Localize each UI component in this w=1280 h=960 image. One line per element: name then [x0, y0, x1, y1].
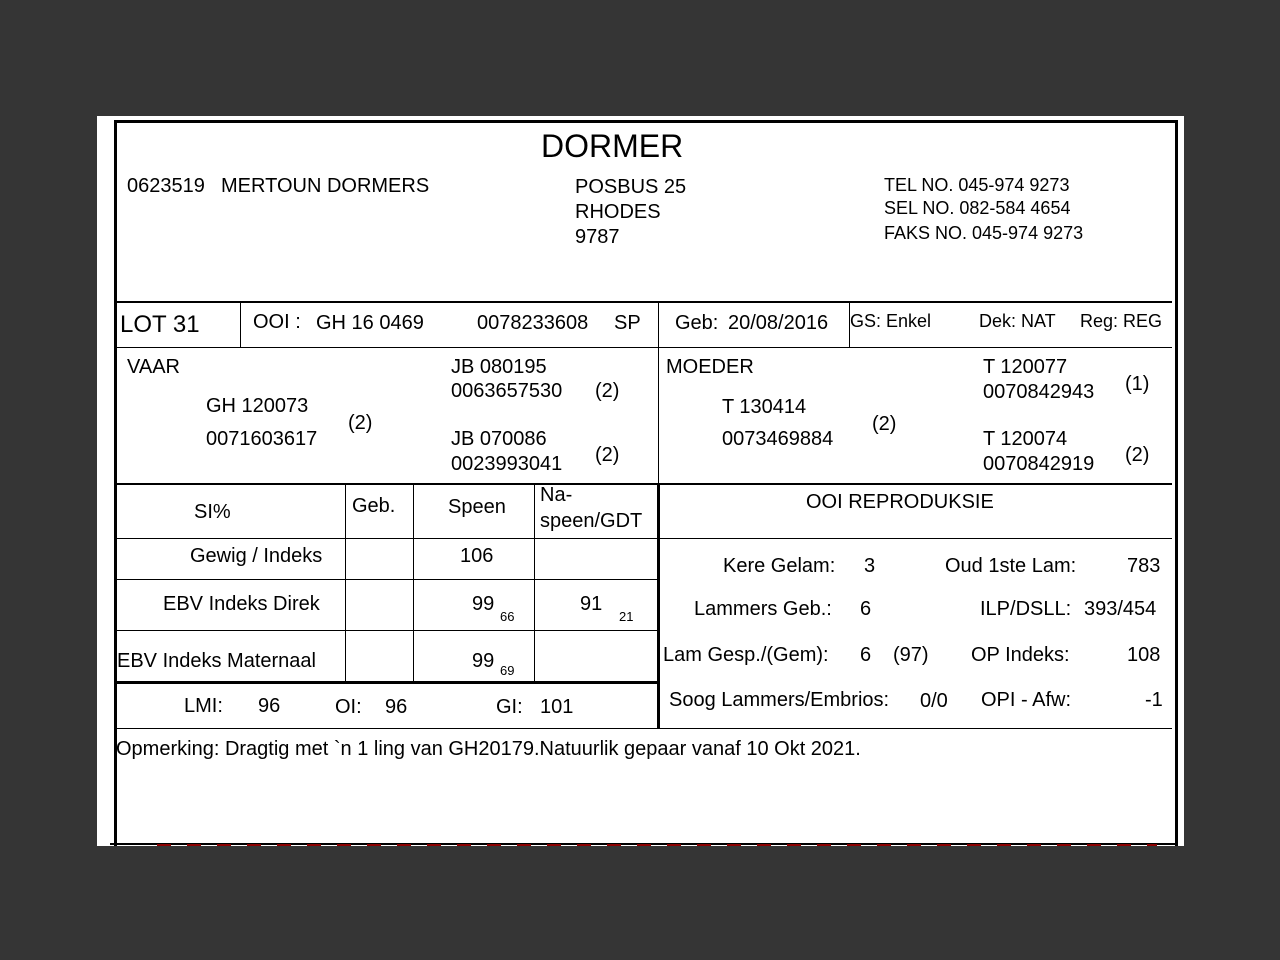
lmi-label: LMI: [184, 695, 223, 717]
divider [240, 302, 241, 347]
lam-gem-value: (97) [893, 644, 929, 666]
gs-value: GS: Enkel [850, 311, 932, 331]
moeder-grade: (2) [872, 413, 897, 435]
geb-header: Geb. [352, 495, 396, 517]
naspeen-header: speen/GDT [540, 510, 643, 532]
moeder-sire-grade: (1) [1125, 373, 1150, 395]
gi-label: GI: [496, 696, 523, 718]
ooi-id: GH 16 0469 [316, 312, 424, 334]
moeder-dam-number: 0070842919 [983, 453, 1095, 475]
kere-gelam-value: 3 [864, 555, 876, 577]
speen-value: 106 [460, 545, 494, 567]
oi-value: 96 [385, 696, 408, 718]
breeder-code: 0623519 [127, 175, 205, 197]
moeder-sire-number: 0070842943 [983, 381, 1095, 403]
opmerking [116, 739, 861, 759]
reproduksie-title: OOI REPRODUKSIE [806, 491, 994, 513]
address-line: RHODES [575, 201, 661, 223]
ooi-sp: SP [614, 312, 641, 334]
speen-accuracy: 66 [500, 609, 515, 624]
dek-value: Dek: NAT [979, 311, 1056, 331]
soog-label: Soog Lammers/Embrios: [669, 689, 890, 711]
kere-gelam-label: Kere Gelam: [723, 555, 836, 577]
reg-value: Reg: REG [1080, 311, 1163, 331]
ooi-label: OOI : [253, 311, 301, 333]
oi-label: OI: [335, 696, 362, 718]
lammers-geb-label: Lammers Geb.: [694, 598, 832, 620]
moeder-label: MOEDER [666, 356, 754, 378]
breeder-name: MERTOUN DORMERS [221, 175, 430, 197]
lam-gesp-label: Lam Gesp./(Gem): [663, 644, 829, 666]
lot-number: LOT 31 [120, 311, 200, 338]
divider [114, 538, 1172, 539]
divider [114, 483, 1172, 485]
vaar-id: GH 120073 [206, 395, 309, 417]
oud-label: Oud 1ste Lam: [945, 555, 1077, 577]
lot-card [97, 116, 1184, 846]
vaar-sire-number: 0063657530 [451, 380, 563, 402]
opi-label: OPI - Afw: [981, 689, 1072, 711]
speen-value: 99 [472, 650, 495, 672]
divider [345, 485, 346, 682]
lam-gesp-value: 6 [860, 644, 872, 666]
ooi-number: 0078233608 [477, 312, 589, 334]
divider [413, 485, 414, 682]
divider [114, 301, 1172, 303]
lammers-geb-value: 6 [860, 598, 872, 620]
ilp-label: ILP/DSLL: [980, 598, 1072, 620]
vaar-label: VAAR [127, 356, 180, 378]
vaar-grade: (2) [348, 412, 373, 434]
si-row-label: EBV Indeks Maternaal [117, 650, 316, 672]
vaar-sire-id: JB 080195 [451, 356, 547, 378]
moeder-dam-id: T 120074 [983, 428, 1068, 450]
divider [114, 630, 659, 631]
naspeen-accuracy: 21 [619, 609, 634, 624]
geb-date: 20/08/2016 [728, 312, 829, 334]
red-cut-line [157, 844, 1157, 846]
divider [658, 302, 659, 484]
moeder-sire-id: T 120077 [983, 356, 1068, 378]
speen-value: 99 [472, 593, 495, 615]
opmerking-text: Dragtig met `n 1 ling van GH20179.Natuurlik gepaar vanaf 10 Okt 2021. [224, 738, 861, 760]
si-row-label: EBV Indeks Direk [163, 593, 320, 615]
moeder-dam-grade: (2) [1125, 444, 1150, 466]
vaar-sire-grade: (2) [595, 380, 620, 402]
vaar-dam-number: 0023993041 [451, 453, 563, 475]
speen-header: Speen [448, 496, 506, 518]
lmi-value: 96 [258, 695, 281, 717]
opmerking-label: Opmerking: [116, 738, 220, 760]
faks-number: FAKS NO. 045-974 9273 [884, 223, 1084, 243]
vaar-dam-grade: (2) [595, 444, 620, 466]
naspeen-value: 91 [580, 593, 603, 615]
oud-value: 783 [1127, 555, 1161, 577]
si-row-label: Gewig / Indeks [190, 545, 323, 567]
gi-value: 101 [540, 696, 574, 718]
geb-label: Geb: [675, 312, 719, 334]
divider [114, 681, 659, 684]
divider [534, 485, 535, 682]
si-header: SI% [194, 501, 231, 523]
divider [657, 485, 660, 729]
op-label: OP Indeks: [971, 644, 1070, 666]
opi-value: -1 [1145, 689, 1163, 711]
address-line: 9787 [575, 226, 620, 248]
divider [114, 347, 1172, 348]
speen-accuracy: 69 [500, 663, 515, 678]
divider [114, 579, 659, 580]
page-title: DORMER [541, 128, 684, 164]
tel-number: TEL NO. 045-974 9273 [884, 175, 1070, 195]
soog-value: 0/0 [920, 690, 948, 712]
divider [114, 728, 1172, 729]
moeder-number: 0073469884 [722, 428, 834, 450]
vaar-dam-id: JB 070086 [451, 428, 547, 450]
address-line: POSBUS 25 [575, 176, 687, 198]
ilp-value: 393/454 [1084, 598, 1157, 620]
vaar-number: 0071603617 [206, 428, 318, 450]
moeder-id: T 130414 [722, 396, 807, 418]
naspeen-header: Na- [540, 484, 573, 506]
sel-number: SEL NO. 082-584 4654 [884, 198, 1071, 218]
op-value: 108 [1127, 644, 1161, 666]
